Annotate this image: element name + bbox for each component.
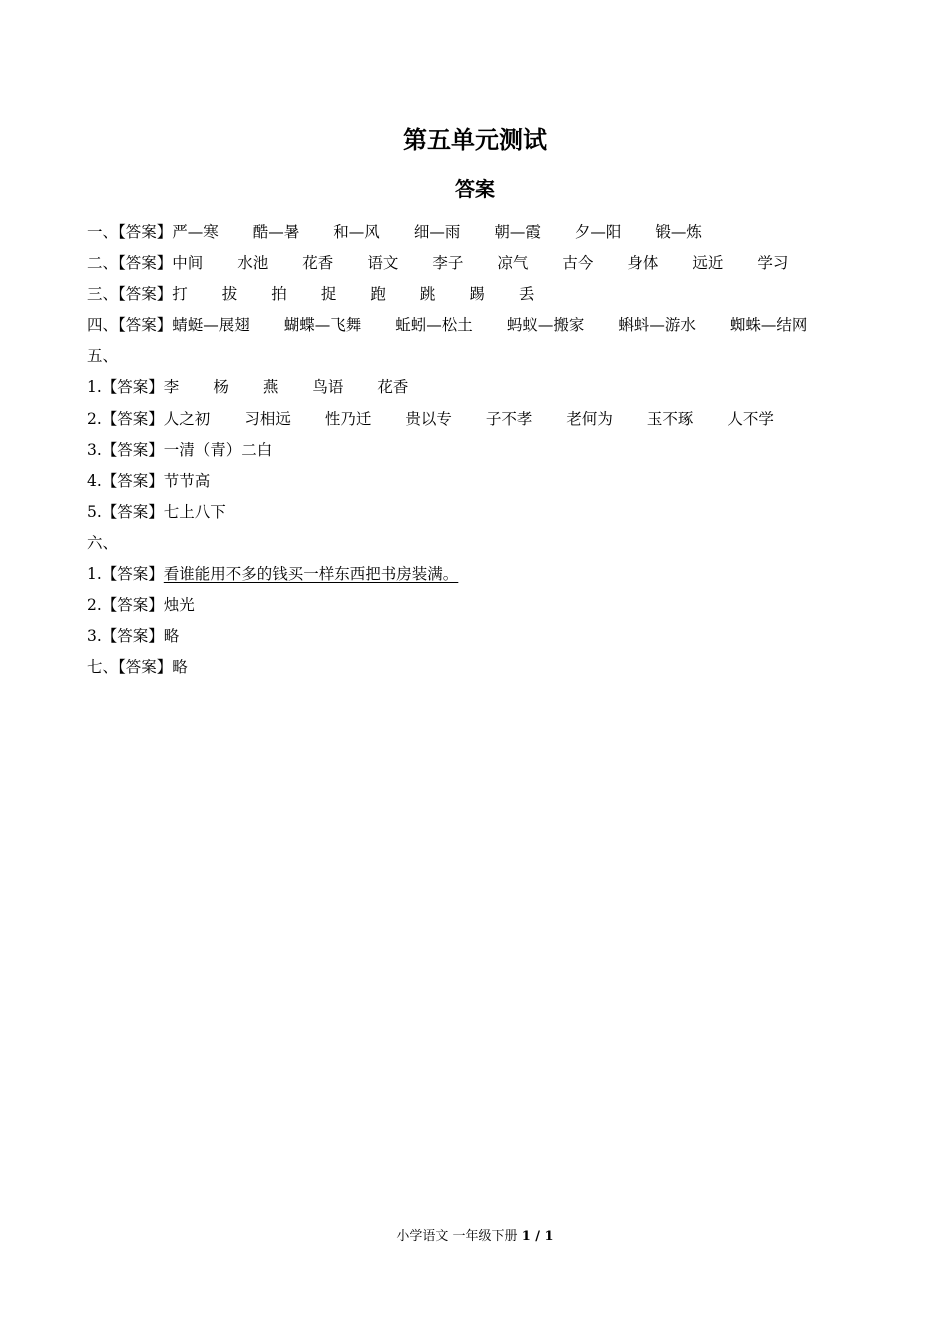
answer-item: 捉	[320, 285, 337, 304]
answer-text: 略	[172, 658, 188, 677]
page-number: 1 / 1	[521, 1229, 554, 1244]
answer-item: 燕	[262, 378, 279, 397]
answer-list	[87, 217, 887, 683]
answer-items	[164, 378, 443, 396]
answer-item: 水池	[237, 254, 269, 273]
answer-item: 杨	[213, 378, 229, 397]
footer-label: 小学语文 一年级下册	[396, 1229, 518, 1244]
answer-text: 七上八下	[163, 502, 226, 521]
answer-item: 古今	[562, 254, 594, 273]
answer-item: 性乃迁	[324, 409, 372, 428]
answer-q4	[87, 310, 887, 341]
answer-tag: 三、【答案】	[87, 285, 173, 304]
answer-item: 花香	[302, 254, 334, 273]
answer-tag: 四、【答案】	[87, 316, 173, 335]
answer-item: 和—风	[333, 223, 380, 241]
answer-items	[164, 410, 808, 428]
answer-item: 细—雨	[413, 223, 461, 241]
answer-q5-4	[87, 466, 887, 497]
answer-item: 蚂蚁—搬家	[506, 316, 585, 335]
answer-tag: 3.【答案】	[87, 627, 164, 646]
answer-tag: 1.【答案】	[87, 565, 164, 584]
answer-item: 朝—霞	[494, 223, 541, 241]
answer-item: 跳	[419, 285, 436, 304]
answer-item: 蚯蚓—松土	[395, 316, 473, 335]
answer-items	[172, 254, 822, 272]
answer-item: 夕—阳	[574, 223, 622, 241]
answer-items	[172, 223, 736, 241]
answer-item: 李	[163, 378, 180, 397]
answer-item: 蝴蝶—飞舞	[283, 316, 362, 335]
answer-item: 语文	[367, 254, 399, 273]
answer-item: 玉不琢	[646, 409, 694, 428]
answer-tag: 1.【答案】	[87, 378, 164, 397]
answer-item: 李子	[432, 254, 464, 273]
answer-item: 学习	[757, 254, 789, 273]
section-heading-q6: 六、	[87, 533, 119, 552]
answer-q6-1	[87, 559, 887, 590]
answer-item: 人之初	[163, 409, 211, 428]
answer-item: 踢	[469, 285, 485, 304]
answer-items	[172, 285, 568, 303]
answer-item: 丢	[518, 285, 535, 304]
answer-q5-1	[87, 372, 887, 403]
answer-tag: 二、【答案】	[87, 254, 173, 273]
answer-text: 略	[163, 627, 180, 646]
answer-item: 蝌蚪—游水	[618, 316, 696, 335]
answer-item: 严—寒	[172, 223, 219, 241]
answer-text: 一清（青）二白	[163, 440, 273, 459]
answer-item: 老何为	[566, 409, 613, 428]
answer-item: 身体	[627, 254, 659, 273]
answer-tag: 2.【答案】	[87, 409, 164, 428]
answer-tag: 3.【答案】	[87, 440, 164, 459]
answer-q5-2	[87, 404, 887, 435]
answer-q5-5	[87, 497, 887, 528]
answer-text: 烛光	[163, 596, 195, 615]
answer-tag: 一、【答案】	[87, 223, 173, 241]
answer-q1	[87, 217, 887, 248]
answer-item: 打	[172, 285, 188, 304]
page-subtitle: 答案	[455, 177, 495, 201]
answer-item: 贵以专	[405, 409, 452, 428]
answer-tag: 2.【答案】	[87, 596, 164, 615]
page-footer	[0, 1227, 950, 1247]
answer-q6-3	[87, 621, 887, 652]
answer-item: 蜘蛛—结网	[729, 316, 808, 335]
answer-q7	[87, 652, 887, 683]
answer-item: 鸟语	[312, 378, 344, 397]
answer-item: 锻—炼	[655, 223, 702, 241]
answer-item: 中间	[172, 254, 204, 273]
answer-item: 花香	[377, 378, 409, 397]
answer-item: 拔	[221, 285, 238, 304]
answer-item: 跑	[370, 285, 386, 304]
answer-q2	[87, 248, 887, 279]
answer-tag: 七、【答案】	[87, 658, 173, 677]
answer-item: 远近	[692, 254, 724, 273]
page-title: 第五单元测试	[403, 126, 547, 154]
answer-item: 习相远	[244, 409, 291, 428]
answer-item: 人不学	[727, 409, 774, 428]
answer-tag: 5.【答案】	[87, 502, 164, 521]
answer-item: 酷—暑	[252, 223, 300, 241]
answer-items	[172, 316, 841, 334]
answer-item: 子不孝	[485, 409, 533, 428]
answer-tag: 4.【答案】	[87, 471, 164, 490]
answer-item: 凉气	[497, 254, 529, 273]
section-heading-q5: 五、	[87, 347, 119, 366]
answer-q3	[87, 279, 887, 310]
answer-text: 节节高	[163, 471, 211, 490]
answer-text-underlined: 看谁能用不多的钱买一样东西把书房装满。	[163, 565, 459, 584]
answer-q6-2	[87, 590, 887, 621]
answer-item: 拍	[271, 285, 287, 304]
answer-q5-3	[87, 435, 887, 466]
answer-item: 蜻蜓—展翅	[172, 316, 250, 335]
